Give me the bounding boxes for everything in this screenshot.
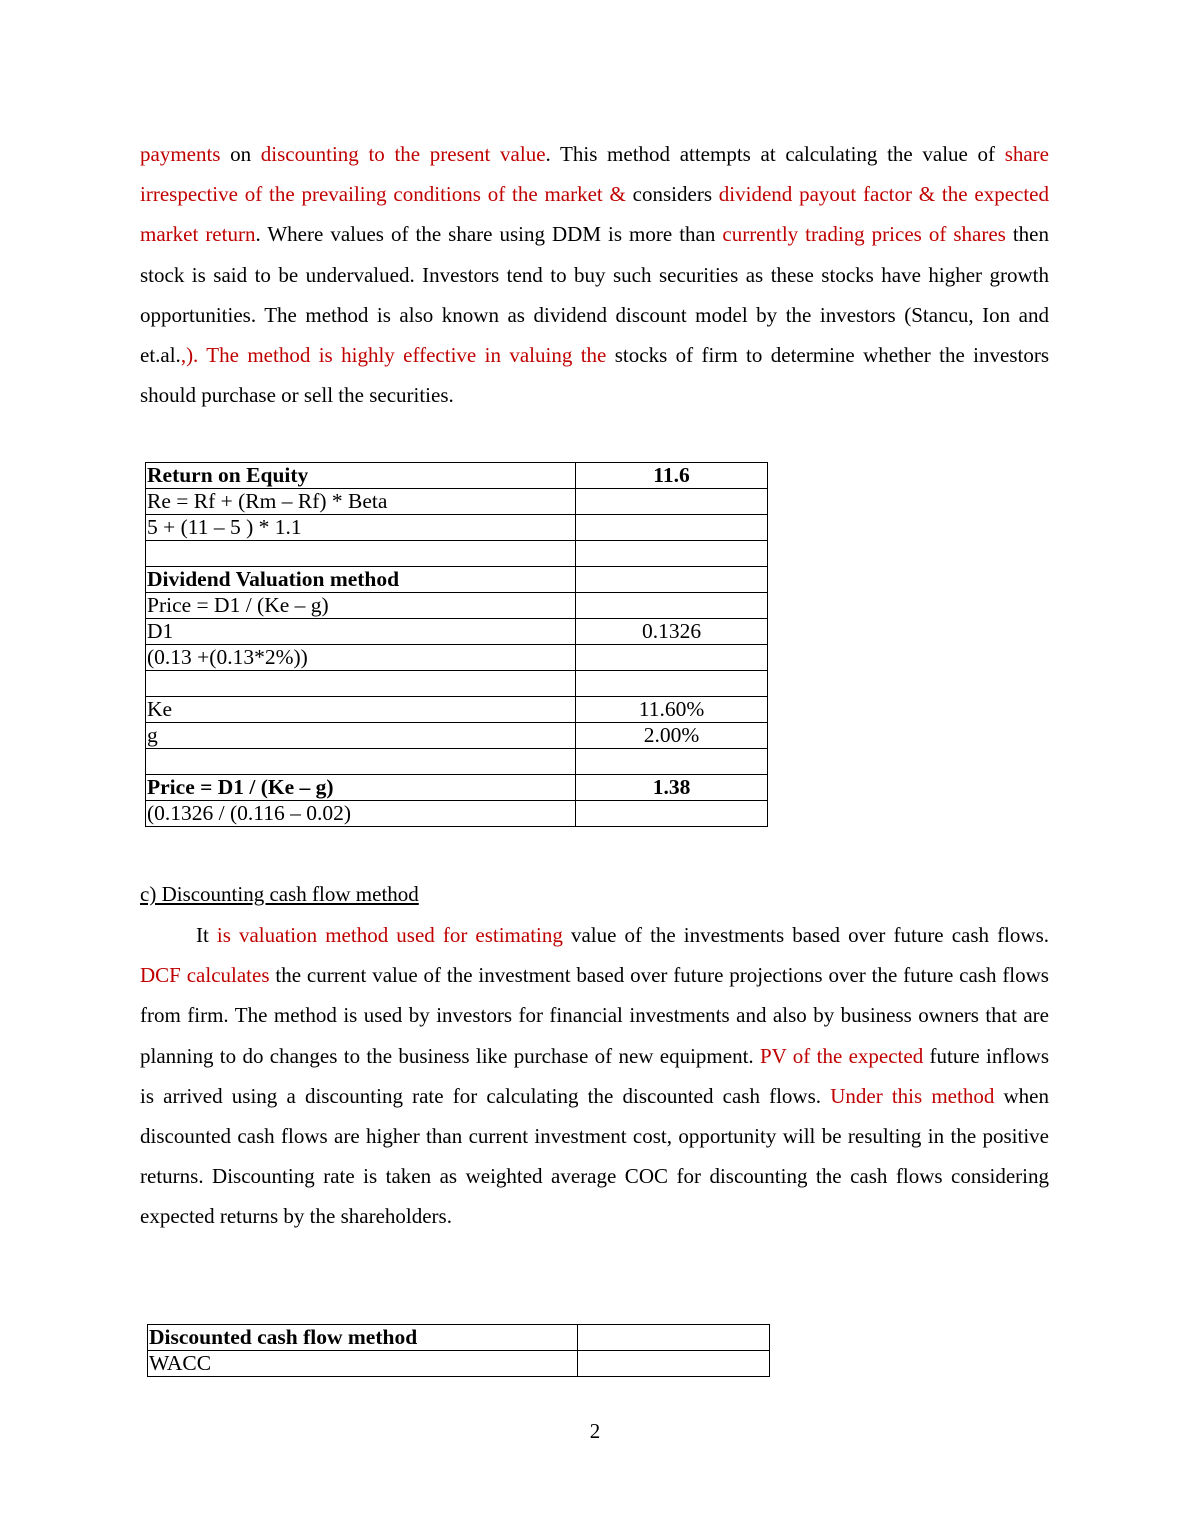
row-label: Discounted cash flow method [148,1325,578,1351]
table-row [146,671,768,697]
row-value [576,645,768,671]
text-segment: Under this method [830,1083,995,1108]
text-segment: It [196,923,217,947]
text-segment: DCF calculates [140,963,270,988]
text-segment: currently trading prices of shares [722,222,1006,247]
table-row [146,775,768,801]
text-segment: . This method attempts at calculating the value of [545,142,1005,166]
row-label: Re = Rf + (Rm – Rf) * Beta [146,489,576,515]
row-value [576,593,768,619]
row-value [578,1325,770,1351]
row-value [576,749,768,775]
table-row [146,619,768,645]
row-label: WACC [148,1351,578,1377]
table-row [146,723,768,749]
row-label [146,671,576,697]
table-row [146,515,768,541]
row-value: 11.6 [576,463,768,489]
row-label: Price = D1 / (Ke – g) [146,593,576,619]
text-segment: discounting to the present value [260,142,546,166]
text-segment: share irrespective of the prevailing conditions of the market & [140,142,1049,207]
table-row [146,645,768,671]
row-label: (0.13 +(0.13*2%)) [146,645,576,671]
row-label [146,749,576,775]
section-heading-dcf: c) Discounting cash flow method [140,882,419,906]
table-row [146,697,768,723]
table-row [146,489,768,515]
text-segment: then stock is said to be undervalued. Investors tend to buy such securities as these stocks have higher growth opportunities. The method is also known as dividend discount model by the investors (Stancu, Ion and et.al. [140,222,1049,368]
text-segment: value of the investments based over future cash flows. [562,923,1050,947]
row-value: 1.38 [576,775,768,801]
table-row [146,801,768,827]
row-value [578,1351,770,1377]
paragraph-dcf [140,915,1049,1237]
row-label: Price = D1 / (Ke – g) [146,775,576,801]
row-label: (0.1326 / (0.116 – 0.02) [146,801,576,827]
text-segment: payments [140,142,221,166]
text-segment: dividend payout factor & the expected market return [140,182,1049,247]
text-segment: is valuation method used for estimating [216,923,563,947]
row-value [576,541,768,567]
table-row [146,593,768,619]
row-value [576,671,768,697]
text-segment: stocks of firm to determine whether the investors should purchase or sell the securities. [140,343,1049,408]
table-row [148,1325,770,1351]
row-label: 5 + (11 – 5 ) * 1.1 [146,515,576,541]
text-segment: PV of the expected [760,1043,924,1068]
text-segment: considers [625,182,719,207]
paragraph-ddm [140,134,1049,415]
table-row [146,749,768,775]
row-value: 2.00% [576,723,768,749]
text-segment: . Where values of the share using DDM is more than [255,222,723,247]
row-value: 0.1326 [576,619,768,645]
row-label: Dividend Valuation method [146,567,576,593]
text-segment: future inflows is arrived using a discounting rate for calculating the discounted cash flows. [140,1043,1049,1108]
row-value [576,801,768,827]
row-value [576,515,768,541]
text-segment: the current value of the investment based over future projections over the future cash flows from firm. The method is used by investors for financial investments and also by business owners that are planning to do changes to the business like purchase of new equipment. [140,963,1049,1068]
row-label: Return on Equity [146,463,576,489]
table-row [146,567,768,593]
row-label [146,541,576,567]
page-number: 2 [589,1419,601,1443]
text-segment: on [220,142,261,166]
row-label: D1 [146,619,576,645]
table-row [146,463,768,489]
row-value [576,489,768,515]
dividend-valuation-table [145,462,768,827]
row-value: 11.60% [576,697,768,723]
dcf-table [147,1324,770,1377]
row-label: Ke [146,697,576,723]
table-row [148,1351,770,1377]
row-label: g [146,723,576,749]
table-row [146,541,768,567]
text-segment: ,). The method is highly effective in valuing the [180,343,607,368]
row-value [576,567,768,593]
text-segment: when discounted cash flows are higher than current investment cost, opportunity will be resulting in the positive returns. Discounting rate is taken as weighted average COC for discounting the cash flows considering expected returns by the shareholders. [140,1083,1049,1229]
